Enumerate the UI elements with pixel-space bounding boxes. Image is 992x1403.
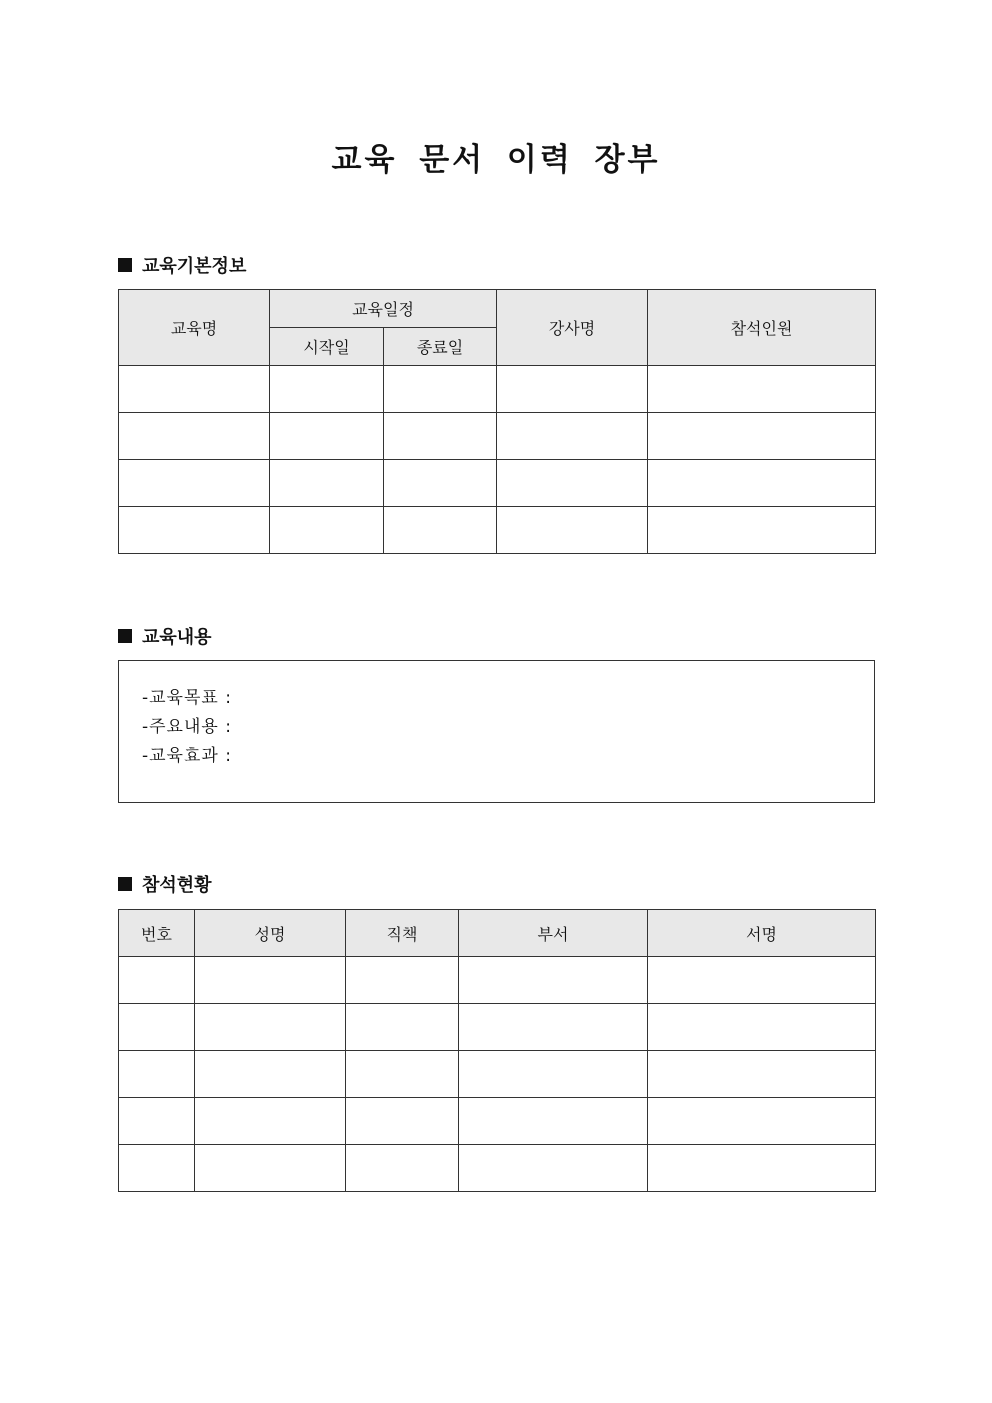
cell-name[interactable]: [195, 1145, 346, 1192]
cell-instructor[interactable]: [497, 507, 648, 554]
table-row: [119, 413, 876, 460]
table-row: [119, 366, 876, 413]
basic-info-table: [118, 289, 876, 554]
cell-number[interactable]: [119, 1145, 195, 1192]
table-row: [119, 1051, 876, 1098]
cell-end-date[interactable]: [384, 507, 497, 554]
table-row: [119, 957, 876, 1004]
cell-instructor[interactable]: [497, 413, 648, 460]
cell-signature[interactable]: [648, 957, 876, 1004]
table-row: [119, 507, 876, 554]
cell-name[interactable]: [195, 1098, 346, 1145]
table-row: [119, 460, 876, 507]
header-course-name: 교육명: [119, 290, 270, 366]
header-instructor: 강사명: [497, 290, 648, 366]
cell-course-name[interactable]: [119, 366, 270, 413]
cell-signature[interactable]: [648, 1098, 876, 1145]
cell-instructor[interactable]: [497, 460, 648, 507]
header-department: 부서: [459, 910, 648, 957]
cell-start-date[interactable]: [270, 413, 384, 460]
cell-attendees[interactable]: [648, 460, 876, 507]
table-row: [119, 1145, 876, 1192]
cell-position[interactable]: [346, 1004, 459, 1051]
section-heading-content: [118, 624, 212, 648]
cell-course-name[interactable]: [119, 507, 270, 554]
header-signature: 서명: [648, 910, 876, 957]
attendance-table: [118, 909, 876, 1192]
page-title: 교육 문서 이력 장부: [331, 142, 661, 178]
cell-department[interactable]: [459, 957, 648, 1004]
cell-department[interactable]: [459, 1051, 648, 1098]
cell-name[interactable]: [195, 957, 346, 1004]
square-bullet-icon: [118, 629, 132, 643]
header-start-date: 시작일: [270, 328, 384, 366]
cell-number[interactable]: [119, 1098, 195, 1145]
square-bullet-icon: [118, 258, 132, 272]
section-heading-label: 참석현황: [142, 875, 212, 896]
header-position: 직책: [346, 910, 459, 957]
cell-position[interactable]: [346, 957, 459, 1004]
cell-department[interactable]: [459, 1098, 648, 1145]
section-heading-basic-info: [118, 253, 246, 277]
header-name: 성명: [195, 910, 346, 957]
header-attendees: 참석인원: [648, 290, 876, 366]
content-line-effect: -교육효과 :: [142, 746, 232, 766]
content-line-main-content: -주요내용 :: [142, 717, 232, 737]
header-end-date: 종료일: [384, 328, 497, 366]
cell-end-date[interactable]: [384, 366, 497, 413]
cell-start-date[interactable]: [270, 507, 384, 554]
cell-start-date[interactable]: [270, 366, 384, 413]
cell-start-date[interactable]: [270, 460, 384, 507]
cell-course-name[interactable]: [119, 413, 270, 460]
cell-signature[interactable]: [648, 1004, 876, 1051]
cell-attendees[interactable]: [648, 413, 876, 460]
cell-number[interactable]: [119, 957, 195, 1004]
cell-position[interactable]: [346, 1098, 459, 1145]
cell-instructor[interactable]: [497, 366, 648, 413]
content-line-objective: -교육목표 :: [142, 688, 232, 708]
header-schedule: 교육일정: [270, 290, 497, 328]
cell-signature[interactable]: [648, 1051, 876, 1098]
cell-attendees[interactable]: [648, 507, 876, 554]
cell-end-date[interactable]: [384, 413, 497, 460]
section-heading-attendance: [118, 872, 212, 896]
cell-position[interactable]: [346, 1051, 459, 1098]
cell-name[interactable]: [195, 1051, 346, 1098]
cell-attendees[interactable]: [648, 366, 876, 413]
table-row: [119, 1098, 876, 1145]
cell-department[interactable]: [459, 1145, 648, 1192]
section-heading-label: 교육기본정보: [142, 256, 247, 277]
cell-position[interactable]: [346, 1145, 459, 1192]
cell-signature[interactable]: [648, 1145, 876, 1192]
cell-number[interactable]: [119, 1051, 195, 1098]
table-row: [119, 1004, 876, 1051]
header-number: 번호: [119, 910, 195, 957]
section-heading-label: 교육내용: [142, 627, 212, 648]
cell-course-name[interactable]: [119, 460, 270, 507]
square-bullet-icon: [118, 877, 132, 891]
cell-department[interactable]: [459, 1004, 648, 1051]
content-box[interactable]: [118, 660, 875, 803]
cell-name[interactable]: [195, 1004, 346, 1051]
cell-end-date[interactable]: [384, 460, 497, 507]
cell-number[interactable]: [119, 1004, 195, 1051]
